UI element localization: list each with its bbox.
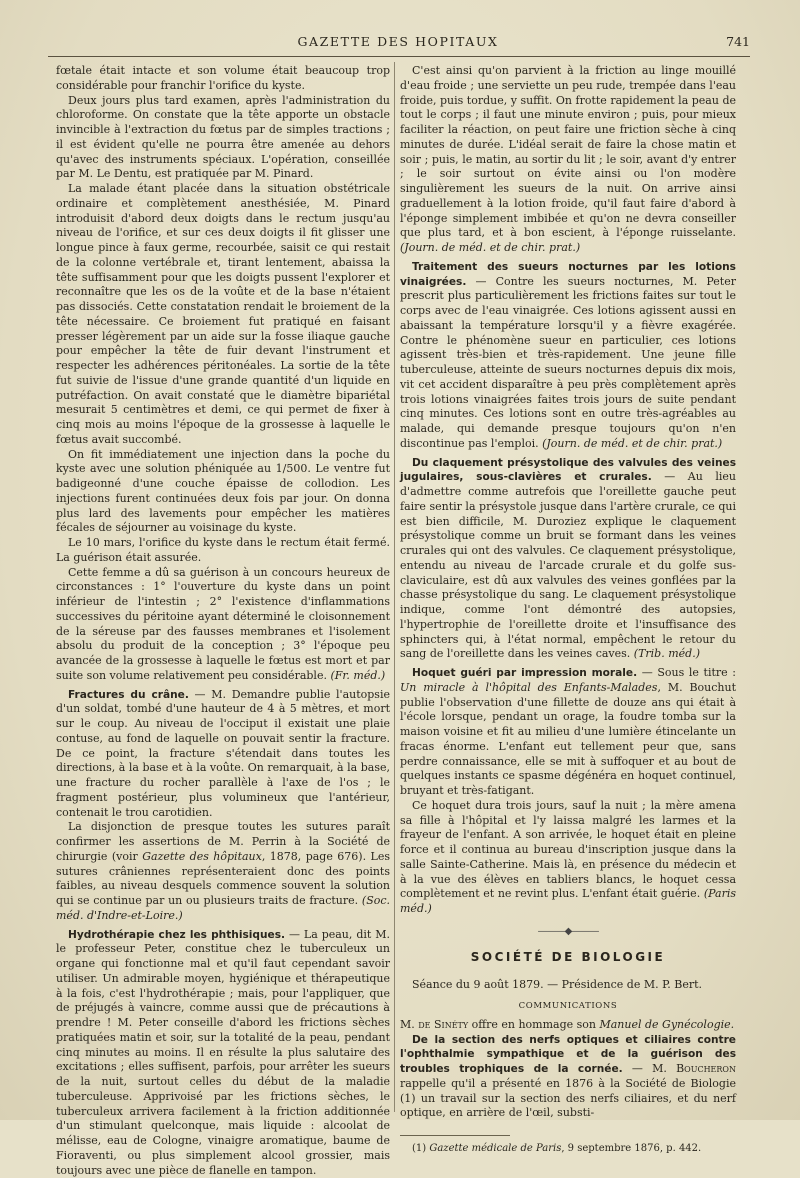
- article-claquement: [400, 456, 736, 663]
- subsection-heading: COMMUNICATIONS: [400, 999, 736, 1014]
- paragraph-text: offre en hommage son: [468, 1018, 599, 1031]
- article-heading: Hydrothérapie chez les phthisiques.: [68, 929, 285, 941]
- article-fractures: [56, 688, 390, 821]
- article-sueurs: [400, 260, 736, 452]
- column-separator: [394, 62, 395, 1112]
- source-citation: (Soc. méd. d'Indre-et-Loire.): [56, 894, 390, 922]
- journal-reference: Gazette médicale de Paris: [429, 1143, 561, 1154]
- book-title: Manuel de Gynécologie.: [599, 1018, 734, 1031]
- paragraph: [400, 1018, 736, 1033]
- paragraph: On fit immédiatement une injection dans la poche du kyste avec une solution phéniquée au 1/500. Le ventre fut badigeonné d'une couche épaisse de collodion. Les injections furent continuées deux fois par jour. On donna plus lard des lavements pour empêcher les matières fécales de séjourner au voisinage du kyste.: [56, 448, 390, 537]
- footnote-number: (1): [412, 1143, 429, 1154]
- running-header: [46, 34, 750, 56]
- article-title-cited: Un miracle à l'hôpital des Enfants-Malades: [400, 681, 657, 694]
- header-rule: [48, 56, 750, 57]
- article-heading: De la section des nerfs optiques et ciliaires contre l'ophthalmie sympathique et de la guérison des troubles trophiques de la cornée.: [400, 1034, 736, 1076]
- session-line: Séance du 9 août 1879. — Présidence de M. P. Bert.: [400, 978, 736, 993]
- journal-title: GAZETTE DES HOPITAUX: [46, 34, 750, 49]
- paragraph: [56, 566, 390, 684]
- article-heading: Du claquement présystolique des valvules des veines jugulaires, sous-clavières et crurales.: [400, 457, 736, 484]
- article-heading: Traitement des sueurs nocturnes par les lotions vinaigrées.: [400, 261, 736, 288]
- article-heading: Fractures du crâne.: [68, 689, 189, 701]
- source-citation: (Paris méd.): [400, 887, 736, 915]
- article-text: — Au lieu d'admettre comme autrefois que l'oreillette gauche peut faire sentir la présystole jusque dans l'artère crurale, ce qui est bien difficile, M. Duroziez explique le claquement présystolique comme un bruit se formant dans les veines crurales qui ont des valvules. Ce claquement présystolique, entendu au niveau de l'arcade crurale et du golfe sus-claviculaire, est dû aux valvules des veines gonflées par la chasse présystolique du sang. Le claquement présystolique indique, comme l'ont démontré des autopsies, l'hypertrophie de l'oreillette droite et l'insuffisance des sphincters qui, à l'état normal, empêchent le retour du sang de l'oreillette dans les veines caves.: [400, 470, 736, 660]
- paragraph: Deux jours plus tard examen, après l'administration du chloroforme. On constate que la tête apporte un obstacle invincible à l'extraction du fœtus par de simples tractions ; il est évident qu'elle ne pourra être amenée au dehors qu'avec des instruments spéciaux. L'opération, conseillée par M. Le Dentu, est pratiquée par M. Pinard.: [56, 94, 390, 183]
- page-number: 741: [726, 34, 750, 49]
- paragraph-text: Cette femme a dû sa guérison à un concours heureux de circonstances : 1° l'ouverture du kyste dans un point inférieur de l'intestin ; 2° l'existence d'inflammations successives du péritoine ayant déterminé le cloisonnement de la séreuse par des fausses membranes et l'isolement absolu du produit de la conception ; 3° l'époque peu avancée de la grossesse à laquelle le fœtus est mort et par suite son volume relativement peu considérable.: [56, 566, 390, 682]
- paragraph: [400, 799, 736, 917]
- author-name: M. de Sinéty: [400, 1018, 468, 1031]
- paragraph: [56, 820, 390, 923]
- author-name: M. Boucheron: [652, 1062, 736, 1075]
- article-hydrotherapie: [56, 928, 390, 1178]
- article-text: — Sous le titre :: [637, 666, 736, 679]
- paragraph: La malade étant placée dans la situation obstétricale ordinaire et complètement anesthésiée, M. Pinard introduisit d'abord deux doigts dans le rectum jusqu'au niveau de l'orifice, et sur ces deux doigts il fit glisser une longue pince à faux germe, recourbée, saisit ce qui restait de la colonne vertébrale et, tirant lentement, abaissa la tête suffisamment pour que les doigts pussent l'explorer et reconnaître que les os de la voûte et de la base n'étaient pas dissociés. Cette constatation rendait le broiement de la tête nécessaire. Ce broiement fut pratiqué en faisant presser légèrement par un aide sur la fosse iliaque gauche pour empêcher la tête de fuir devant l'instrument et respecter les adhérences péritonéales. La sortie de la tête fut suivie de l'issue d'une grande quantité d'un liquide en putréfaction. On avait constaté que le diamètre bipariétal mesurait 5 centimètres et demi, ce qui permet de fixer à cinq mois au moins l'époque de la grossesse à laquelle le fœtus avait succombé.: [56, 182, 390, 448]
- article-text: — Contre les sueurs nocturnes, M. Peter prescrit plus particulièrement les frictions faites sur tout le corps avec de l'eau vinaigrée. Ces lotions agissent aussi en abaissant la température lorsqu'il y a fièvre exagérée. Contre le phénomène sueur en particulier, ces lotions agissent très-bien et très-rapidement. Une jeune fille tuberculeuse, atteinte de sueurs nocturnes depuis dix mois, vit cet accident disparaître à peu près complètement après trois lotions vinaigrées faites trois jours de suite pendant cinq minutes. Ces lotions sont en outre très-agréables au malade, qui demande presque toujours qu'on n'en discontinue pas l'emploi.: [400, 275, 736, 450]
- article-nerfs: De la section des nerfs optiques et ciliaires contre l'ophthalmie sympathique et de la guérison des troubles trophiques de la cornée. — M. Boucheron rappelle qu'il a présenté en 1876 à la Société de Biologie (1) un travail sur la section des nerfs ciliaires, et du nerf optique, en arrière de l'œil, substi-: [400, 1033, 736, 1122]
- paragraph-text: La disjonction de presque toutes les sutures paraît confirmer les assertions de M. Perrin à la Société de chirurgie (voir: [56, 820, 390, 863]
- footnote-text: , 9 septembre 1876, p. 442.: [561, 1143, 701, 1154]
- left-column: [56, 64, 390, 1178]
- article-hoquet: [400, 666, 736, 799]
- paragraph: Le 10 mars, l'orifice du kyste dans le rectum était fermé. La guérison était assurée.: [56, 536, 390, 566]
- footnote-rule: [400, 1135, 510, 1136]
- section-heading: SOCIÉTÉ DE BIOLOGIE: [400, 950, 736, 965]
- paragraph-text: Ce hoquet dura trois jours, sauf la nuit ; la mère amena sa fille à l'hôpital et l'y laissa malgré les larmes et la frayeur de l'enfant. A son arrivée, le hoquet était en pleine force et il continua au bureau d'inscription jusque dans la salle Sainte-Catherine. Mais là, en présence du médecin et à la vue des élèves en tabliers blancs, le hoquet cessa complètement et ne revint plus. L'enfant était guérie.: [400, 799, 736, 901]
- source-citation: (Trib. méd.): [634, 647, 700, 660]
- source-citation: (Fr. méd.): [330, 669, 385, 682]
- article-text: rappelle qu'il a présenté en 1876 à la Société de Biologie (1) un travail sur la section des nerfs ciliaires, et du nerf optique, en arrière de l'œil, substi-: [400, 1077, 736, 1120]
- source-citation: (Journ. de méd. et de chir. prat.): [400, 241, 580, 254]
- footnote: [400, 1142, 736, 1157]
- article-heading: Hoquet guéri par impression morale.: [412, 667, 637, 679]
- paragraph: [400, 64, 736, 256]
- source-citation: (Journ. de méd. et de chir. prat.): [542, 437, 722, 450]
- article-text: — M. Demandre publie l'autopsie d'un soldat, tombé d'une hauteur de 4 à 5 mètres, et mort sur le coup. Au niveau de l'occiput il existait une plaie contuse, au fond de laquelle on pouvait sentir la fracture. De ce point, la fracture s'étendait dans toutes les directions, à la base et à la voûte. On remarquait, à la base, une fracture du rocher parallèle à l'axe de l'os ; le fragment postérieur, plus volumineux que l'antérieur, contenait le trou carotidien.: [56, 688, 390, 819]
- paragraph-text: , 1878, page 676). Les sutures crâniennes représenteraient donc des points faibles, au niveau desquels commence souvent la solution qui se continue par un ou plusieurs traits de fracture.: [56, 850, 390, 907]
- article-text: , M. Bouchut publie l'observation d'une fillette de douze ans qui était à l'école lorsque, pendant un orage, la foudre tomba sur la maison voisine et fit au milieu d'une lumière étincelante un fracas énorme. L'enfant eut tellement peur que, sans perdre connaissance, elle se mit à suffoquer et au bout de quelques instants ce spasme dégénéra en hoquet continuel, bruyant et très-fatigant.: [400, 681, 736, 797]
- paragraph: fœtale était intacte et son volume était beaucoup trop considérable pour franchir l'orifice du kyste.: [56, 64, 390, 94]
- right-column: [400, 64, 736, 1157]
- section-ornament: ———◆———: [400, 925, 736, 940]
- paragraph-text: C'est ainsi qu'on parvient à la friction au linge mouillé d'eau froide ; une serviette un peu rude, trempée dans l'eau froide, puis tordue, y suffit. On frotte rapidement la peau de tout le corps ; il faut une minute environ ; puis, pour mieux faciliter la réaction, on peut faire une friction sèche à cinq minutes de durée. L'idéal serait de faire la chose matin et soir ; puis, le matin, au sortir du lit ; le soir, avant d'y entrer ; le soir surtout on évite ainsi ou l'on modère singulièrement les sueurs de la nuit. On arrive ainsi graduellement à la lotion froide, qu'il faut faire d'abord à l'éponge simplement imbibée et qu'on ne devra conseiller que plus tard, et à bon escient, à l'éponge ruisselante.: [400, 64, 736, 239]
- article-text: — La peau, dit M. le professeur Peter, constitue chez le tuberculeux un organe qui fonctionne mal et qu'il faut cependant savoir utiliser. Un admirable moyen, hygiénique et thérapeutique à la fois, c'est l'hydrothérapie ; mais, pour l'appliquer, que de préjugés à vaincre, comme aussi que de précautions à prendre ! M. Peter conseille d'abord les frictions sèches pratiquées matin et soir, sur la totalité de la peau, pendant cinq minutes au moins. Il en résulte la plus salutaire des excitations ; elles suffisent, parfois, pour arrêter les sueurs de la nuit, surtout celles du début de la maladie tuberculeuse. Apprivoisé par les frictions sèches, le tuberculeux arrivera facilement à la friction additionnée d'un stimulant quelconque, mais liquide : alcoolat de mélisse, eau de Cologne, vinaigre aromatique, baume de Fioraventi, ou plus simplement alcool grossier, mais toujours avec une pièce de flanelle en tampon.: [56, 928, 390, 1177]
- journal-reference: Gazette des hôpitaux: [142, 850, 262, 863]
